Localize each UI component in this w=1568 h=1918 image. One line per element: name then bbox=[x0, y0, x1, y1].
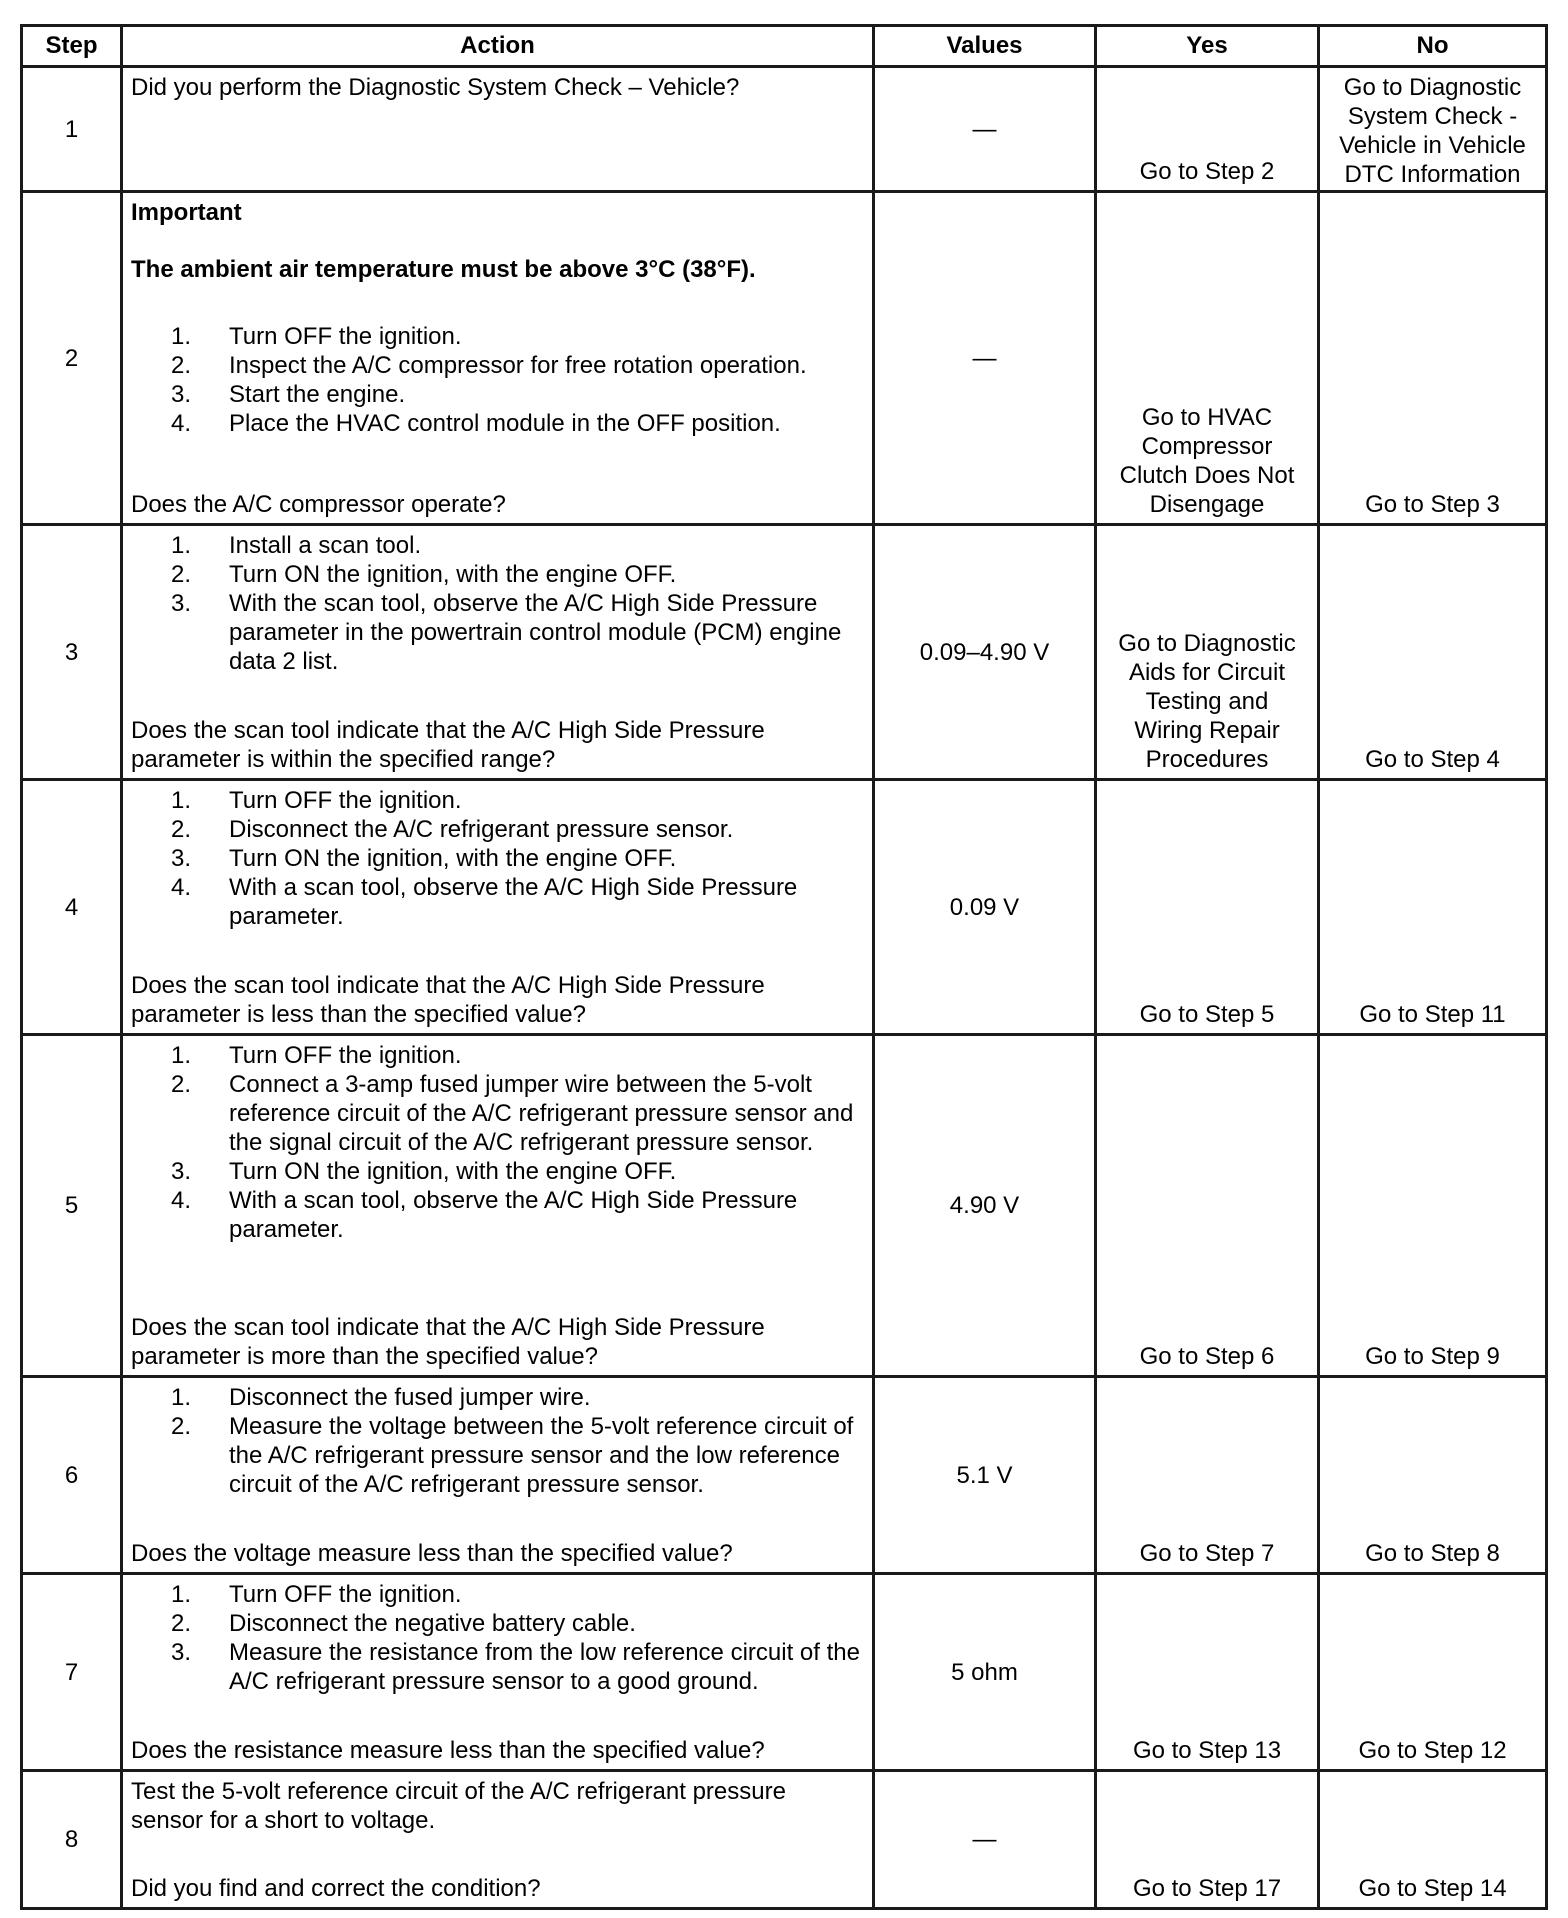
action-cell bbox=[122, 780, 874, 1035]
no-cell bbox=[1319, 67, 1547, 192]
action-cell bbox=[122, 192, 874, 525]
no-cell: Go to Step 12 bbox=[1319, 1574, 1547, 1771]
yes-line: Go to Diagnostic bbox=[1118, 630, 1296, 657]
action-question: Does the voltage measure less than the specified value? bbox=[131, 1540, 733, 1567]
action-question: Does the scan tool indicate that the A/C High Side Pressure parameter is more than the specified value? bbox=[131, 1314, 765, 1370]
action-step: 1. Turn OFF the ignition. bbox=[170, 1581, 462, 1608]
header-step: Step bbox=[22, 26, 122, 67]
no-cell: Go to Step 8 bbox=[1319, 1377, 1547, 1574]
action-step: 2. Measure the voltage between the 5-volt reference circuit of the A/C refrigerant pressure sensor and the low reference circuit of the A/C refrigerant pressure sensor. bbox=[170, 1413, 854, 1498]
value-cell: 0.09–4.90 V bbox=[874, 525, 1096, 780]
action-step: 2. Disconnect the A/C refrigerant pressure sensor. bbox=[170, 816, 734, 843]
no-line: Vehicle in Vehicle bbox=[1339, 132, 1526, 159]
yes-cell: Go to Step 5 bbox=[1096, 780, 1319, 1035]
action-cell bbox=[122, 67, 874, 192]
table-row-step-6 bbox=[22, 1377, 1547, 1574]
table-row-step-1 bbox=[22, 67, 1547, 192]
action-cell bbox=[122, 1771, 874, 1909]
no-line: System Check - bbox=[1347, 103, 1518, 130]
no-cell: Go to Step 14 bbox=[1319, 1771, 1547, 1909]
action-step: 3. Start the engine. bbox=[170, 381, 406, 408]
yes-line: Procedures bbox=[1145, 746, 1269, 773]
yes-cell: Go to Step 17 bbox=[1096, 1771, 1319, 1909]
yes-cell bbox=[1096, 192, 1319, 525]
action-steps bbox=[161, 786, 864, 931]
step-number: 4 bbox=[22, 780, 122, 1035]
yes-line: Testing and bbox=[1145, 688, 1269, 715]
action-step: 4. With a scan tool, observe the A/C High Side Pressure parameter. bbox=[170, 874, 798, 930]
header-row bbox=[22, 26, 1547, 67]
action-question: Does the resistance measure less than the specified value? bbox=[131, 1737, 765, 1764]
action-question: Does the scan tool indicate that the A/C High Side Pressure parameter is less than the specified value? bbox=[131, 972, 765, 1028]
important-heading: Important bbox=[131, 199, 242, 226]
action-step: 3. Measure the resistance from the low reference circuit of the A/C refrigerant pressure sensor to a good ground. bbox=[170, 1639, 860, 1695]
value-cell: — bbox=[874, 67, 1096, 192]
action-step: 4. With a scan tool, observe the A/C High Side Pressure parameter. bbox=[170, 1187, 798, 1243]
action-steps bbox=[161, 531, 864, 676]
table-row-step-2 bbox=[22, 192, 1547, 525]
no-cell: Go to Step 11 bbox=[1319, 780, 1547, 1035]
step-number: 5 bbox=[22, 1035, 122, 1377]
yes-cell: Go to Step 13 bbox=[1096, 1574, 1319, 1771]
action-step: 2. Connect a 3-amp fused jumper wire between the 5-volt reference circuit of the A/C refrigerant pressure sensor and the signal circuit of the A/C refrigerant pressure sensor. bbox=[170, 1071, 854, 1156]
yes-cell bbox=[1096, 525, 1319, 780]
yes-line: Wiring Repair bbox=[1134, 717, 1280, 744]
action-question: Did you perform the Diagnostic System Check – Vehicle? bbox=[131, 74, 740, 101]
yes-line: Compressor bbox=[1141, 433, 1273, 460]
action-step: 1. Turn OFF the ignition. bbox=[170, 323, 462, 350]
value-cell: 0.09 V bbox=[874, 780, 1096, 1035]
header-yes: Yes bbox=[1096, 26, 1319, 67]
step-number: 7 bbox=[22, 1574, 122, 1771]
value-cell: — bbox=[874, 192, 1096, 525]
yes-cell: Go to Step 7 bbox=[1096, 1377, 1319, 1574]
table-row-step-5 bbox=[22, 1035, 1547, 1377]
action-step: 1. Turn OFF the ignition. bbox=[170, 787, 462, 814]
action-intro: Test the 5-volt reference circuit of the A/C refrigerant pressure sensor for a short to voltage. bbox=[131, 1778, 786, 1834]
step-number: 8 bbox=[22, 1771, 122, 1909]
action-step: 4. Place the HVAC control module in the OFF position. bbox=[170, 410, 781, 437]
value-cell: — bbox=[874, 1771, 1096, 1909]
step-number: 1 bbox=[22, 67, 122, 192]
no-cell: Go to Step 9 bbox=[1319, 1035, 1547, 1377]
value-cell: 5.1 V bbox=[874, 1377, 1096, 1574]
action-step: 3. Turn ON the ignition, with the engine OFF. bbox=[170, 845, 677, 872]
table-row-step-8 bbox=[22, 1771, 1547, 1909]
action-question: Does the scan tool indicate that the A/C High Side Pressure parameter is within the specified range? bbox=[131, 717, 765, 773]
table-row-step-7 bbox=[22, 1574, 1547, 1771]
value-cell: 5 ohm bbox=[874, 1574, 1096, 1771]
action-cell bbox=[122, 525, 874, 780]
action-steps bbox=[161, 1580, 864, 1696]
table-row-step-3 bbox=[22, 525, 1547, 780]
step-number: 6 bbox=[22, 1377, 122, 1574]
yes-line: Go to HVAC bbox=[1141, 404, 1273, 431]
table-row-step-4 bbox=[22, 780, 1547, 1035]
action-steps bbox=[161, 1041, 864, 1244]
no-cell: Go to Step 4 bbox=[1319, 525, 1547, 780]
header-action: Action bbox=[122, 26, 874, 67]
no-cell: Go to Step 3 bbox=[1319, 192, 1547, 525]
value-cell: 4.90 V bbox=[874, 1035, 1096, 1377]
important-note: The ambient air temperature must be above 3°C (38°F). bbox=[131, 256, 756, 283]
step-number: 3 bbox=[22, 525, 122, 780]
yes-line: Disengage bbox=[1149, 491, 1265, 518]
header-values: Values bbox=[874, 26, 1096, 67]
step-number: 2 bbox=[22, 192, 122, 525]
action-question: Does the A/C compressor operate? bbox=[131, 491, 506, 518]
action-step: 3. Turn ON the ignition, with the engine OFF. bbox=[170, 1158, 677, 1185]
action-step: 1. Disconnect the fused jumper wire. bbox=[170, 1384, 591, 1411]
action-step: 2. Inspect the A/C compressor for free rotation operation. bbox=[170, 352, 807, 379]
action-cell bbox=[122, 1377, 874, 1574]
yes-cell: Go to Step 2 bbox=[1096, 67, 1319, 192]
yes-cell: Go to Step 6 bbox=[1096, 1035, 1319, 1377]
no-line: DTC Information bbox=[1344, 161, 1521, 188]
action-steps bbox=[161, 1383, 864, 1499]
yes-line: Aids for Circuit bbox=[1128, 659, 1286, 686]
action-step: 1. Install a scan tool. bbox=[170, 532, 422, 559]
action-question: Did you find and correct the condition? bbox=[131, 1875, 541, 1902]
action-cell bbox=[122, 1035, 874, 1377]
action-step: 2. Disconnect the negative battery cable. bbox=[170, 1610, 636, 1637]
no-line: Go to Diagnostic bbox=[1343, 74, 1522, 101]
diagnostic-table bbox=[20, 24, 1548, 1910]
yes-line: Clutch Does Not bbox=[1119, 462, 1295, 489]
action-cell bbox=[122, 1574, 874, 1771]
action-step: 1. Turn OFF the ignition. bbox=[170, 1042, 462, 1069]
action-step: 3. With the scan tool, observe the A/C High Side Pressure parameter in the powertrain control module (PCM) engine data 2 list. bbox=[170, 590, 842, 675]
action-step: 2. Turn ON the ignition, with the engine OFF. bbox=[170, 561, 677, 588]
header-no: No bbox=[1319, 26, 1547, 67]
action-steps bbox=[161, 322, 864, 438]
